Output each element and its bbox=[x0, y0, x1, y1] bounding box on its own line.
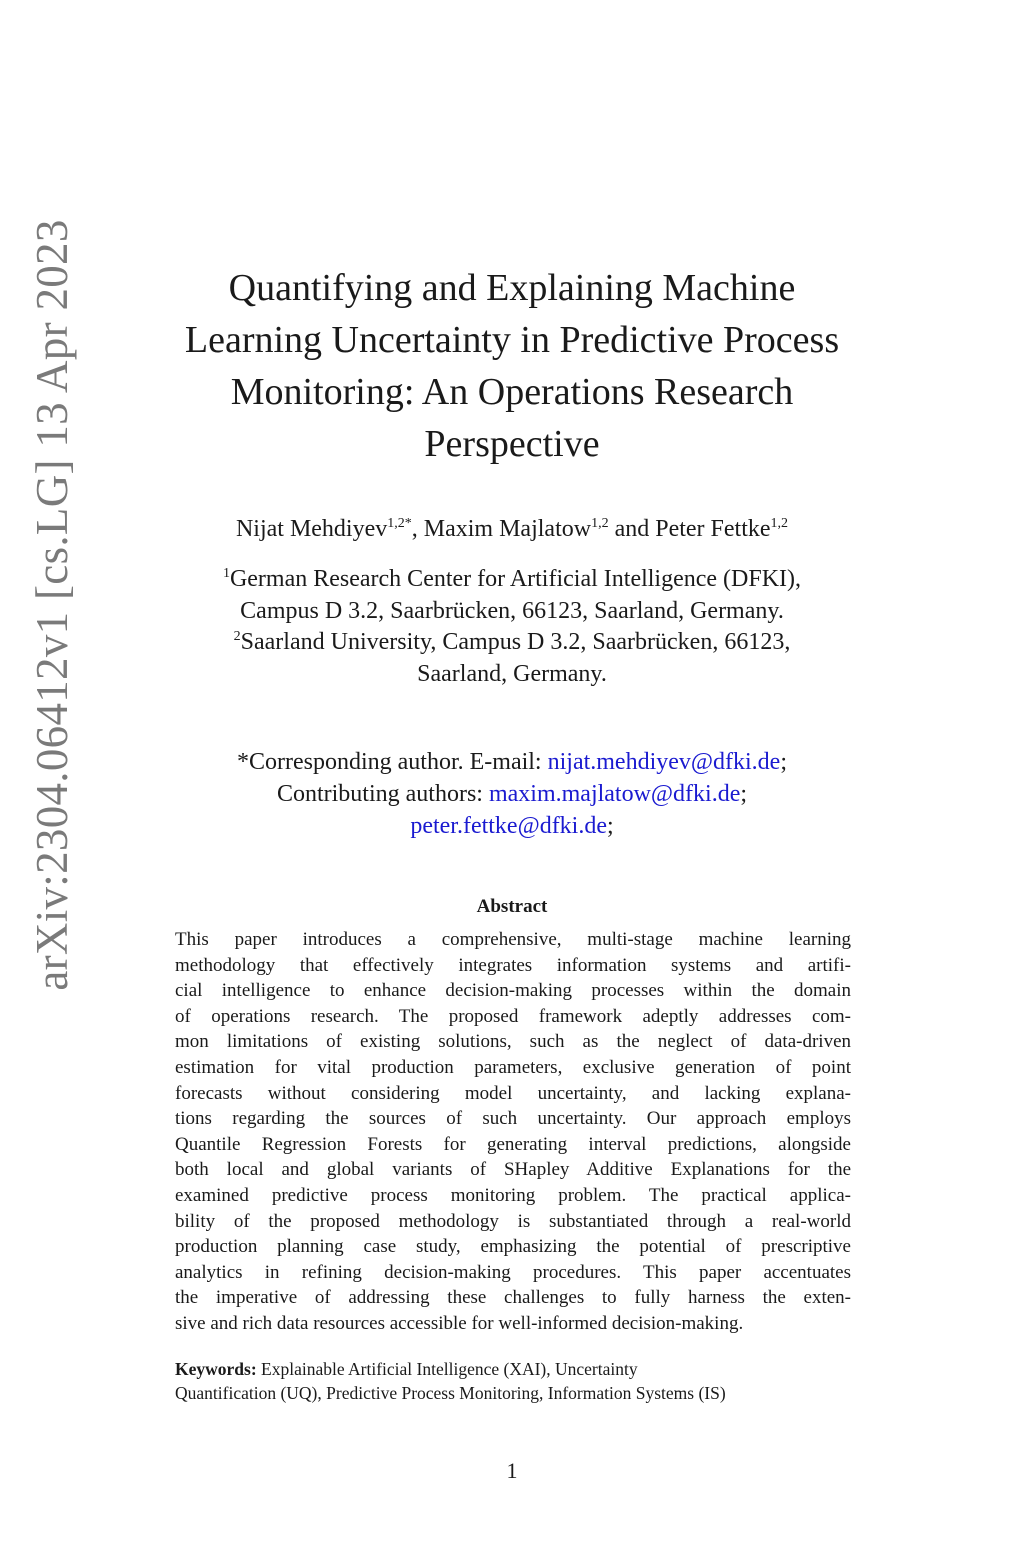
abstract-line: methodology that effectively integrates information systems and artifi- bbox=[175, 954, 851, 976]
author-name: Maxim Majlatow bbox=[423, 516, 592, 542]
contributing-authors-label: Contributing authors: bbox=[276, 781, 489, 807]
abstract-line: cial intelligence to enhance decision-making processes within the domain bbox=[175, 980, 851, 1002]
contact-block bbox=[120, 746, 904, 842]
keywords-label: Keywords: bbox=[175, 1359, 257, 1379]
title-line: Monitoring: An Operations Research bbox=[230, 371, 794, 413]
contributing-authors-line bbox=[120, 810, 904, 842]
corresponding-author-label: *Corresponding author. E-mail: bbox=[236, 749, 548, 775]
affiliation-marker: 1 bbox=[222, 566, 230, 581]
keywords-line bbox=[175, 1357, 855, 1381]
author-name: Nijat Mehdiyev bbox=[235, 516, 388, 542]
abstract-line: This paper introduces a comprehensive, multi-stage machine learning bbox=[175, 929, 851, 950]
keywords-block bbox=[175, 1357, 855, 1405]
author-separator: , bbox=[411, 516, 424, 542]
abstract-line: both local and global variants of SHapley Additive Explanations for the bbox=[175, 1159, 851, 1181]
abstract-line: analytics in refining decision-making procedures. This paper accentuates bbox=[175, 1261, 851, 1283]
title-line: Quantifying and Explaining Machine bbox=[228, 267, 796, 309]
author-affiliation-marker: 1,2 bbox=[770, 516, 789, 531]
abstract-line: the imperative of addressing these challenges to fully harness the exten- bbox=[175, 1287, 851, 1309]
abstract-heading: Abstract bbox=[476, 896, 548, 917]
abstract-body bbox=[175, 927, 851, 1337]
corresponding-email-link[interactable]: nijat.mehdiyev@dfki.de bbox=[547, 749, 781, 775]
corresponding-author-line bbox=[120, 746, 904, 778]
affiliations-block bbox=[120, 564, 904, 690]
affiliation-marker: 2 bbox=[233, 629, 241, 644]
abstract-line: forecasts without considering model uncertainty, and lacking explana- bbox=[175, 1082, 851, 1104]
contributing-authors-line bbox=[120, 778, 904, 810]
affiliation-1-line: Campus D 3.2, Saarbrücken, 66123, Saarland, Germany. bbox=[240, 597, 784, 624]
abstract-line: production planning case study, emphasizing the potential of prescriptive bbox=[175, 1236, 851, 1258]
abstract-line: sive and rich data resources accessible for well-informed decision-making. bbox=[175, 1312, 744, 1334]
abstract-line: mon limitations of existing solutions, such as the neglect of data-driven bbox=[175, 1031, 851, 1053]
affiliation-1-line bbox=[120, 564, 904, 596]
author-separator: and bbox=[608, 516, 656, 542]
abstract-line: Quantile Regression Forests for generating interval predictions, alongside bbox=[175, 1133, 851, 1155]
title-line: Perspective bbox=[424, 423, 600, 465]
email-separator: ; bbox=[607, 813, 614, 839]
author-affiliation-marker: 1,2* bbox=[387, 516, 412, 531]
affiliation-2-line bbox=[120, 627, 904, 659]
affiliation-text: German Research Center for Artificial Intelligence (DFKI), bbox=[229, 566, 802, 592]
abstract-line: examined predictive process monitoring problem. The practical applica- bbox=[175, 1184, 851, 1206]
abstract-line: of operations research. The proposed framework adeptly addresses com- bbox=[175, 1005, 851, 1027]
email-separator: ; bbox=[780, 749, 787, 775]
author-list bbox=[100, 513, 924, 545]
keywords-line: Quantification (UQ), Predictive Process Monitoring, Information Systems (IS) bbox=[175, 1383, 726, 1403]
abstract-line: bility of the proposed methodology is substantiated through a real-world bbox=[175, 1210, 851, 1232]
email-separator: ; bbox=[740, 781, 748, 807]
arxiv-identifier-stamp: arXiv:2304.06412v1 [cs.LG] 13 Apr 2023 bbox=[27, 219, 77, 991]
page-number: 1 bbox=[506, 1458, 518, 1483]
contributing-email-link[interactable]: peter.fettke@dfki.de bbox=[410, 813, 607, 839]
affiliation-2-line: Saarland, Germany. bbox=[417, 660, 607, 687]
title-line: Learning Uncertainty in Predictive Process bbox=[184, 319, 840, 361]
abstract-line: estimation for vital production parameters, exclusive generation of point bbox=[175, 1056, 851, 1078]
author-name: Peter Fettke bbox=[655, 516, 771, 542]
author-affiliation-marker: 1,2 bbox=[591, 516, 609, 531]
paper-title bbox=[120, 262, 904, 470]
keywords-text: Explainable Artificial Intelligence (XAI), Uncertainty bbox=[261, 1359, 638, 1379]
abstract-line: tions regarding the sources of such uncertainty. Our approach employs bbox=[175, 1108, 851, 1130]
affiliation-text: Saarland University, Campus D 3.2, Saarbrücken, 66123, bbox=[240, 629, 791, 655]
contributing-email-link[interactable]: maxim.majlatow@dfki.de bbox=[488, 781, 741, 807]
